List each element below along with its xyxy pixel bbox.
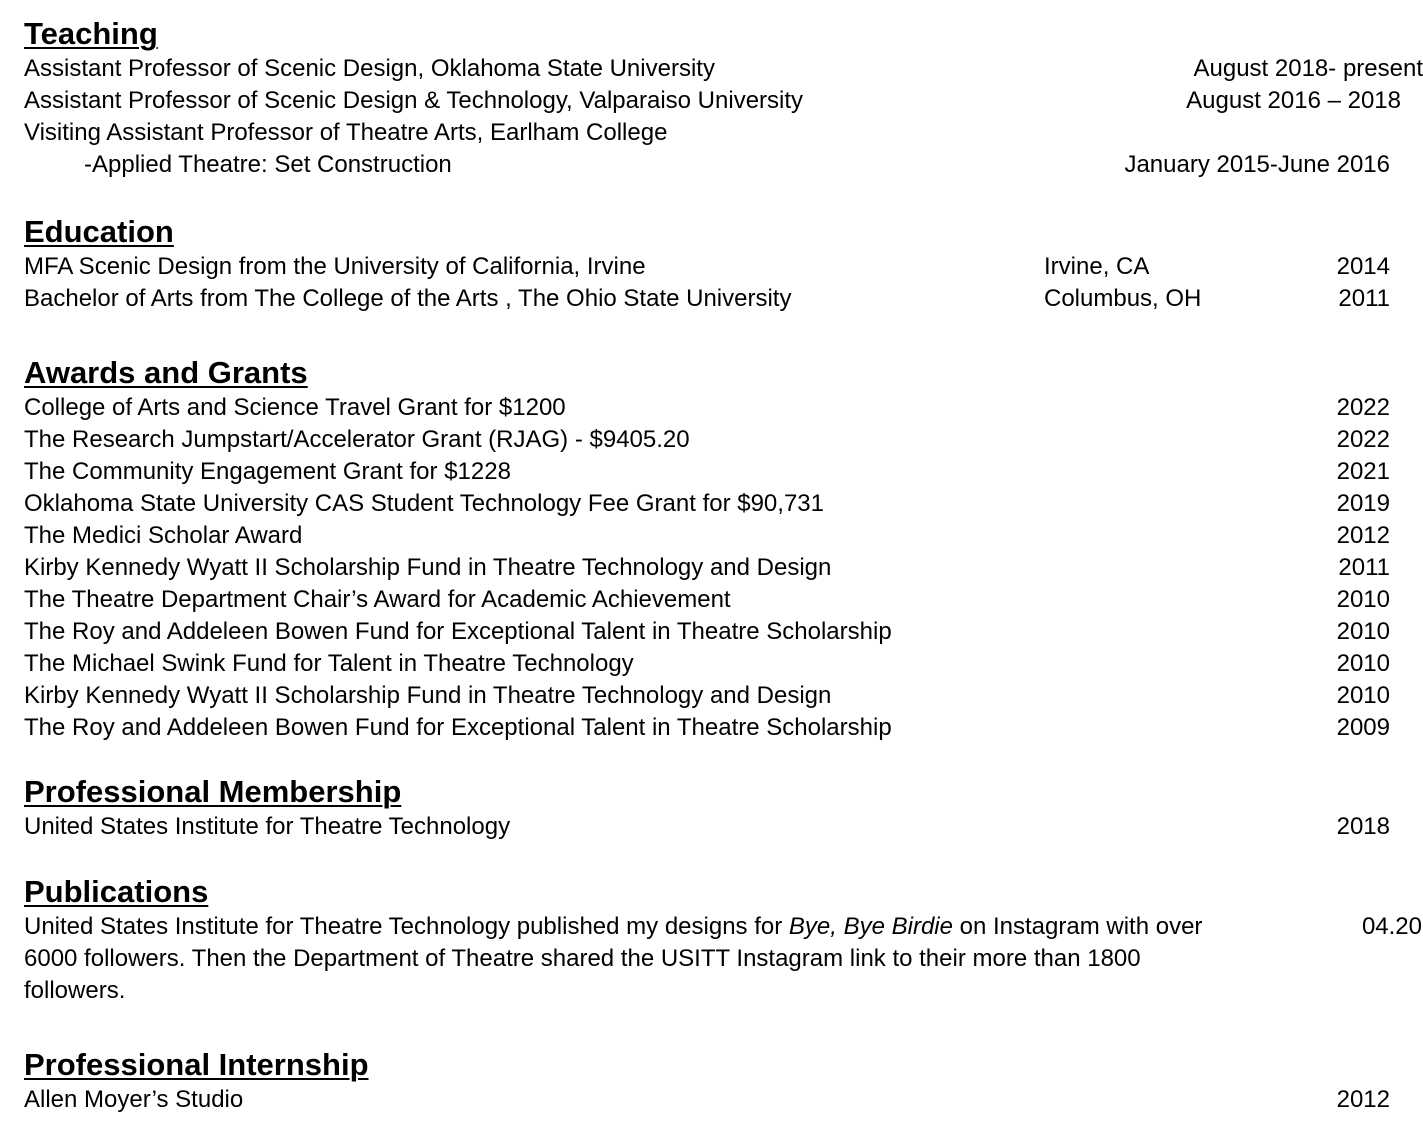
award-row — [24, 616, 1399, 648]
section-heading: Education — [24, 214, 174, 249]
award-title: The Community Engagement Grant for $1228 — [24, 458, 511, 485]
education-section — [24, 214, 1399, 315]
teaching-row — [24, 117, 1399, 149]
award-title: Oklahoma State University CAS Student Technology Fee Grant for $90,731 — [24, 490, 824, 517]
award-row — [24, 488, 1399, 520]
award-title: The Roy and Addeleen Bowen Fund for Exceptional Talent in Theatre Scholarship — [24, 714, 892, 741]
position-title: Assistant Professor of Scenic Design & Technology, Valparaiso University — [24, 87, 804, 114]
award-year: 2021 — [1336, 458, 1390, 485]
teaching-row — [24, 53, 1423, 85]
award-year: 2022 — [1336, 426, 1390, 453]
award-year: 2010 — [1336, 650, 1390, 677]
award-row — [24, 712, 1399, 744]
publication-date: 04.20 — [1361, 913, 1422, 940]
degree-title: Bachelor of Arts from The College of the Arts , The Ohio State University — [24, 285, 792, 312]
position-dates: August 2018- present — [1193, 55, 1423, 82]
teaching-row — [24, 85, 1399, 117]
publication-text — [24, 911, 1234, 1007]
membership-section — [24, 774, 1399, 843]
award-title: The Medici Scholar Award — [24, 522, 303, 549]
award-title: Kirby Kennedy Wyatt II Scholarship Fund in Theatre Technology and Design — [24, 682, 832, 709]
award-year: 2010 — [1336, 586, 1390, 613]
award-year: 2010 — [1336, 682, 1390, 709]
award-row — [24, 584, 1399, 616]
award-year: 2019 — [1336, 490, 1390, 517]
membership-row — [24, 811, 1399, 843]
position-title: Assistant Professor of Scenic Design, Oklahoma State University — [24, 55, 715, 82]
award-title: The Roy and Addeleen Bowen Fund for Exceptional Talent in Theatre Scholarship — [24, 618, 892, 645]
teaching-section — [24, 16, 1423, 181]
degree-year: 2011 — [1338, 285, 1390, 312]
award-row — [24, 456, 1399, 488]
position-dates: January 2015-June 2016 — [1124, 151, 1390, 178]
internship-title: Allen Moyer’s Studio — [24, 1086, 244, 1113]
section-heading: Professional Membership — [24, 774, 402, 809]
award-row — [24, 552, 1399, 584]
teaching-row — [24, 149, 1399, 181]
award-title: The Theatre Department Chair’s Award for Academic Achievement — [24, 586, 731, 613]
position-dates: August 2016 – 2018 — [1186, 87, 1401, 114]
award-year: 2009 — [1336, 714, 1390, 741]
publication-entry — [24, 911, 1422, 1007]
membership-year: 2018 — [1336, 813, 1390, 840]
education-row — [24, 251, 1399, 283]
internship-row — [24, 1084, 1399, 1116]
degree-location: Columbus, OH — [1044, 285, 1202, 312]
internship-year: 2012 — [1336, 1086, 1390, 1113]
award-row — [24, 648, 1399, 680]
degree-title: MFA Scenic Design from the University of California, Irvine — [24, 253, 646, 280]
position-subtitle: -Applied Theatre: Set Construction — [84, 151, 452, 178]
section-heading: Professional Internship — [24, 1047, 369, 1082]
membership-title: United States Institute for Theatre Technology — [24, 813, 511, 840]
awards-section — [24, 355, 1399, 744]
show-title: Bye, Bye Birdie — [788, 913, 953, 940]
award-title: The Research Jumpstart/Accelerator Grant (RJAG) - $9405.20 — [24, 426, 690, 453]
award-title: College of Arts and Science Travel Grant for $1200 — [24, 394, 566, 421]
award-row — [24, 680, 1399, 712]
degree-year: 2014 — [1336, 253, 1390, 280]
publication-text-before: United States Institute for Theatre Technology published my designs for — [24, 913, 789, 940]
award-row — [24, 424, 1399, 456]
publication-date-row — [1279, 911, 1422, 943]
position-title: Visiting Assistant Professor of Theatre Arts, Earlham College — [24, 119, 668, 146]
award-row — [24, 520, 1399, 552]
section-heading: Teaching — [24, 16, 158, 51]
section-heading: Awards and Grants — [24, 355, 308, 390]
award-row — [24, 392, 1399, 424]
publication-text-after: on Instagram with over 6000 followers. Then the Department of Theatre shared the USITT Instagram link to their more than 1800 followers. — [24, 913, 1203, 1004]
publications-section — [24, 874, 1422, 1007]
degree-location: Irvine, CA — [1044, 253, 1150, 280]
education-row — [24, 283, 1399, 315]
award-year: 2012 — [1336, 522, 1390, 549]
award-year: 2022 — [1336, 394, 1390, 421]
award-title: The Michael Swink Fund for Talent in Theatre Technology — [24, 650, 634, 677]
internship-section — [24, 1047, 1399, 1116]
award-year: 2010 — [1336, 618, 1390, 645]
award-title: Kirby Kennedy Wyatt II Scholarship Fund in Theatre Technology and Design — [24, 554, 832, 581]
section-heading: Publications — [24, 874, 209, 909]
award-year: 2011 — [1338, 554, 1390, 581]
